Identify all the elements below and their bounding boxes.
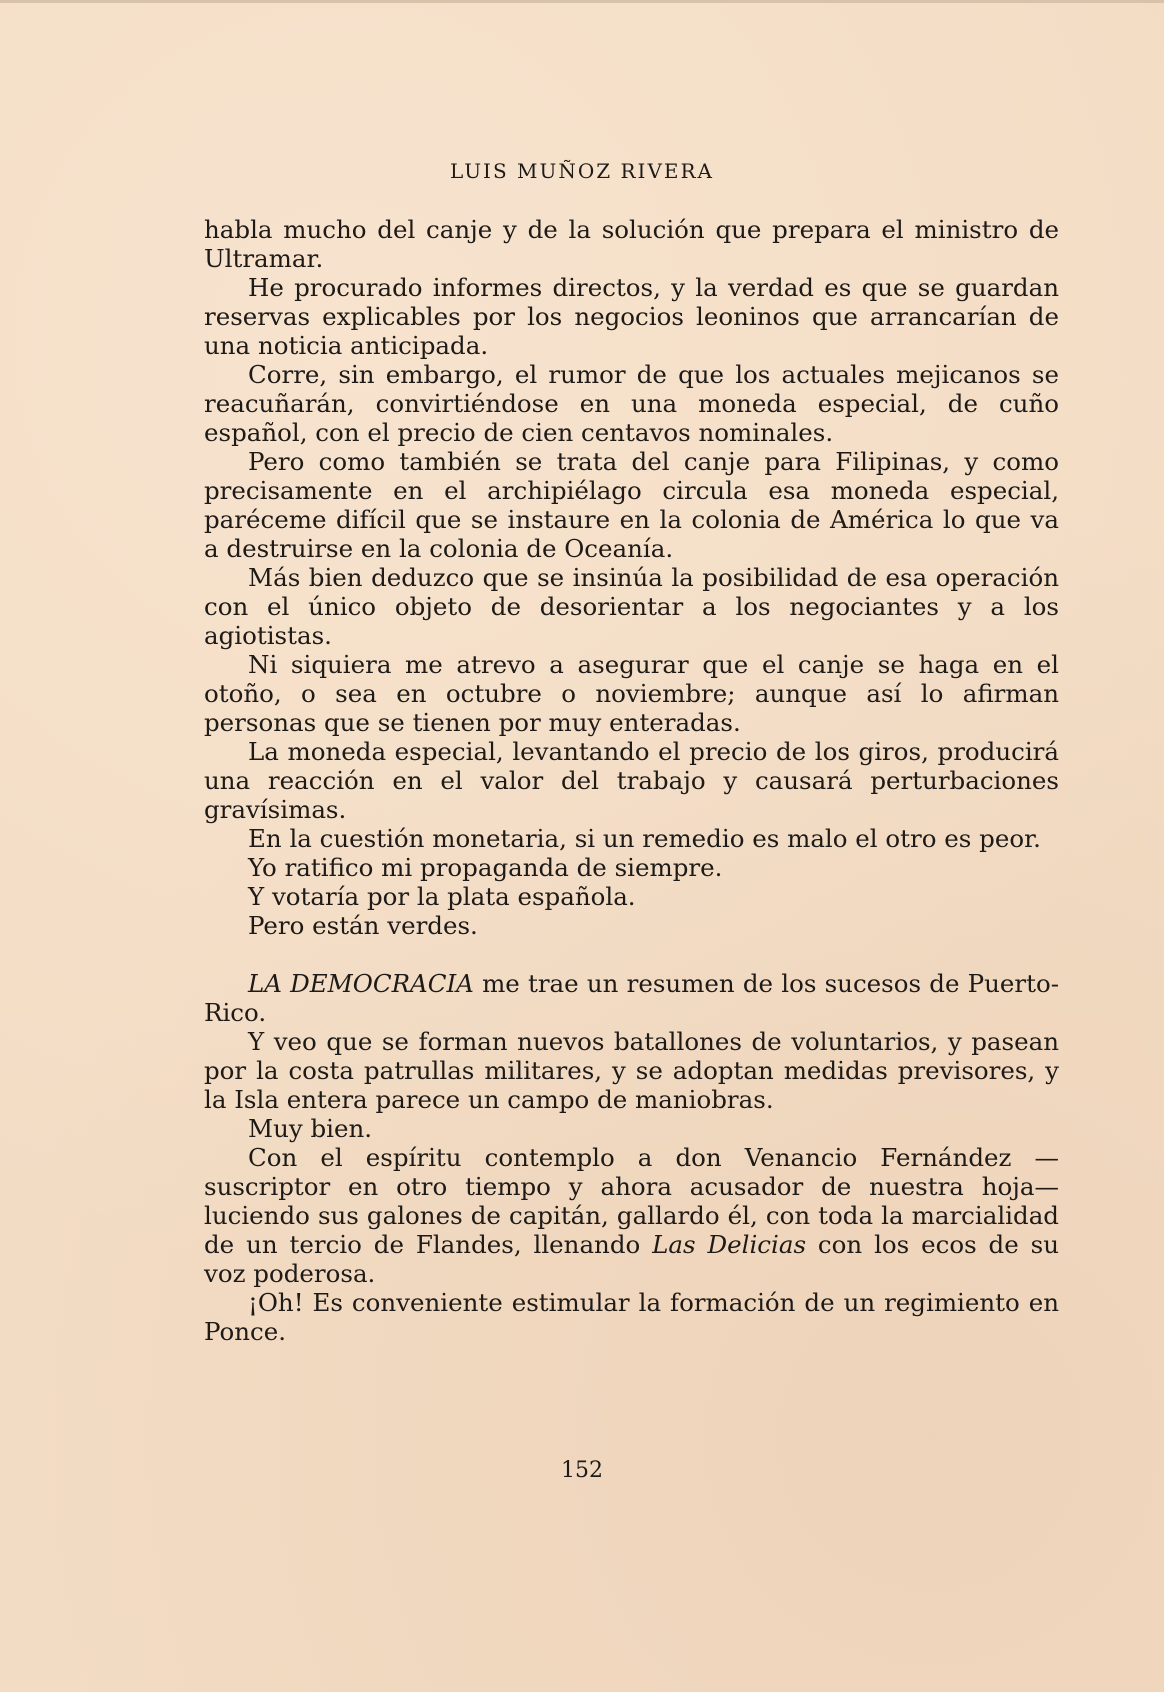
paragraph: Corre, sin embargo, el rumor de que los actuales mejicanos se reacuñarán, convirtiéndose en una moneda especial, de cuño español, con el precio de cien centavos nominales. [204,360,1059,447]
paragraph [204,1143,1059,1288]
body-text [204,215,1059,1346]
paragraph: Y veo que se forman nuevos batallones de voluntarios, y pasean por la costa patrullas militares, y se adoptan medidas previsores, y la Isla entera parece un campo de maniobras. [204,1027,1059,1114]
paragraph: La moneda especial, levantando el precio de los giros, producirá una reacción en el valor del trabajo y causará perturbaciones gravísimas. [204,737,1059,824]
paragraph: habla mucho del canje y de la solución que prepara el ministro de Ultramar. [204,215,1059,273]
running-head: LUIS MUÑOZ RIVERA [450,159,714,183]
place-name: Las Delicias [652,1230,807,1259]
paragraph: En la cuestión monetaria, si un remedio es malo el otro es peor. [248,824,1041,853]
paragraph: Muy bien. [248,1114,373,1143]
paragraph: He procurado informes directos, y la verdad es que se guardan reservas explicables por los negocios leoninos que arrancarían de una noticia anticipada. [204,273,1059,360]
paragraph: Ni siquiera me atrevo a asegurar que el canje se haga en el otoño, o sea en octubre o noviembre; aunque así lo afirman personas que se tienen por muy enteradas. [204,650,1059,737]
newspaper-title: LA DEMOCRACIA [248,969,474,998]
paragraph: Pero están verdes. [248,911,478,940]
paragraph-text: con los ecos de su voz poderosa. [204,1230,1059,1288]
paragraph: ¡Oh! Es conveniente estimular la formación de un regimiento en Ponce. [204,1288,1059,1346]
paragraph: Y votaría por la plata española. [248,882,636,911]
section-break [204,940,1059,969]
paragraph: Más bien deduzco que se insinúa la posibilidad de esa operación con el único objeto de desorientar a los negociantes y a los agiotistas. [204,563,1059,650]
paragraph [204,969,1059,1027]
page-number: 152 [561,1458,603,1483]
paragraph-text: Con el espíritu contemplo a don Venancio Fernández —suscriptor en otro tiempo y ahora acusador de nuestra hoja— luciendo sus galones de capitán, gallardo él, con toda la marcialidad de un tercio de Flandes, llenando [204,1143,1059,1259]
page-top-edge [0,0,1164,3]
paragraph-text: me trae un resumen de los sucesos de Puerto-Rico. [204,969,1060,1027]
paragraph: Yo ratifico mi propaganda de siempre. [248,853,723,882]
paragraph: Pero como también se trata del canje para Filipinas, y como precisamente en el archipiélago circula esa moneda especial, paréceme difícil que se instaure en la colonia de América lo que va a destruirse en la colonia de Oceanía. [204,447,1059,563]
